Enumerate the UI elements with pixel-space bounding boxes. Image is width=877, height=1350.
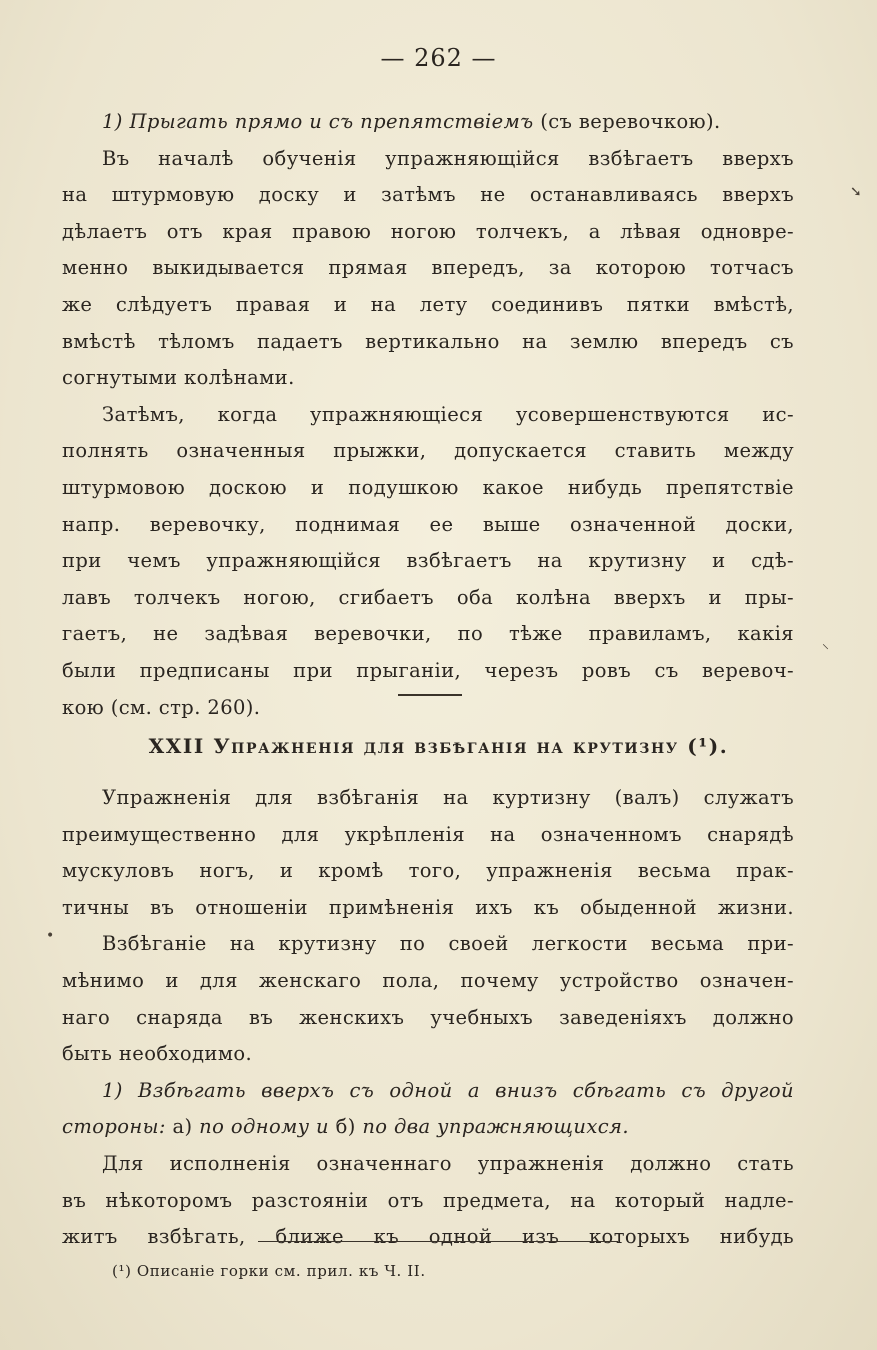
page-number: — 262 — xyxy=(380,44,497,72)
margin-mark: • xyxy=(46,928,55,944)
footnote-rule xyxy=(258,1241,618,1242)
text-line: Для исполненія означеннаго упражненія должно стать xyxy=(102,1151,794,1175)
item-note: (съ веревочкою). xyxy=(540,110,721,133)
text-line: напр. веревочку, поднимая ее выше означенной доски, xyxy=(62,512,794,536)
text-line: менно выкидывается прямая впередъ, за которою тотчасъ xyxy=(62,256,794,280)
text-line: вмѣстѣ тѣломъ падаетъ вертикально на землю впередъ съ xyxy=(62,329,794,353)
item-1-title-line xyxy=(62,1073,794,1110)
margin-mark: ⸌ xyxy=(822,642,829,658)
text-line: штурмовою доскою и подушкою какое нибудь препятствіе xyxy=(62,475,794,499)
text-line: дѣлаетъ отъ края правою ногою толчекъ, а лѣвая одновре- xyxy=(62,219,794,243)
text-line: кою (см. стр. 260). xyxy=(62,695,261,719)
text-line: преимущественно для укрѣпленія на означенномъ снарядѣ xyxy=(62,822,794,846)
item-options-line xyxy=(62,1109,794,1146)
item-number: 1) xyxy=(102,110,123,133)
text-line: мускуловъ ногъ, и кромѣ того, упражненія весьма прак- xyxy=(62,859,794,883)
text-line: тичны въ отношеніи примѣненія ихъ къ обыденной жизни. xyxy=(62,895,794,919)
footnote: (¹) Описаніе горки см. прил. къ Ч. II. xyxy=(112,1262,426,1280)
item-title-end: стороны: xyxy=(62,1115,166,1139)
text-line: Взбѣганіе на крутизну по своей легкости весьма при- xyxy=(102,932,794,956)
text-line: лавъ толчекъ ногою, сгибаетъ оба колѣна вверхъ и пры- xyxy=(62,585,794,609)
text-line: полнять означенныя прыжки, допускается ставить между xyxy=(62,439,794,463)
margin-mark: ➘ xyxy=(850,184,862,200)
text-line: Затѣмъ, когда упражняющіеся усовершенствуются ис- xyxy=(102,402,794,426)
text-line: же слѣдуетъ правая и на лету соединивъ пятки вмѣстѣ, xyxy=(62,292,794,316)
text-line: на штурмовую доску и затѣмъ не останавливаясь вверхъ xyxy=(62,183,794,207)
option-a-label: а) xyxy=(172,1115,193,1139)
text-line: наго снаряда въ женскихъ учебныхъ заведеніяхъ должно xyxy=(62,1005,794,1029)
option-a: по одному и xyxy=(199,1115,329,1139)
item-1-title-line xyxy=(62,104,794,141)
section-1-text xyxy=(62,104,794,726)
text-line: мѣнимо и для женскаго пола, почему устройство означен- xyxy=(62,968,794,992)
item-title: Взбѣгать вверхъ съ одной а внизъ сбѣгать съ другой xyxy=(138,1078,794,1102)
option-b: по два упражняющихся. xyxy=(362,1115,629,1139)
text-line: гаетъ, не задѣвая веревочки, по тѣже правиламъ, какія xyxy=(62,622,794,646)
text-line: при чемъ упражняющійся взбѣгаетъ на крутизну и сдѣ- xyxy=(62,549,794,573)
text-line: быть необходимо. xyxy=(62,1042,253,1066)
text-line: согнутыми колѣнами. xyxy=(62,366,295,390)
item-number: 1) xyxy=(102,1078,123,1102)
text-line: Въ началѣ обученія упражняющійся взбѣгаетъ вверхъ xyxy=(102,146,794,170)
text-line: житъ взбѣгать, ближе къ одной изъ которыхъ нибудь xyxy=(62,1225,794,1249)
text-line: были предписаны при прыганіи, черезъ ровъ съ веревоч- xyxy=(62,658,794,682)
item-title: Прыгать прямо и съ препятствіемъ xyxy=(129,110,534,133)
section-2-text xyxy=(62,780,794,1256)
text-line: Упражненія для взбѣганія на куртизну (валъ) служатъ xyxy=(102,786,794,809)
section-divider xyxy=(398,694,462,696)
option-b-label: б) xyxy=(335,1115,356,1139)
section-heading: XXII Упражненія для взбѣганія на крутизну (¹). xyxy=(148,734,729,758)
text-line: въ нѣкоторомъ разстояніи отъ предмета, на который надле- xyxy=(62,1188,794,1212)
